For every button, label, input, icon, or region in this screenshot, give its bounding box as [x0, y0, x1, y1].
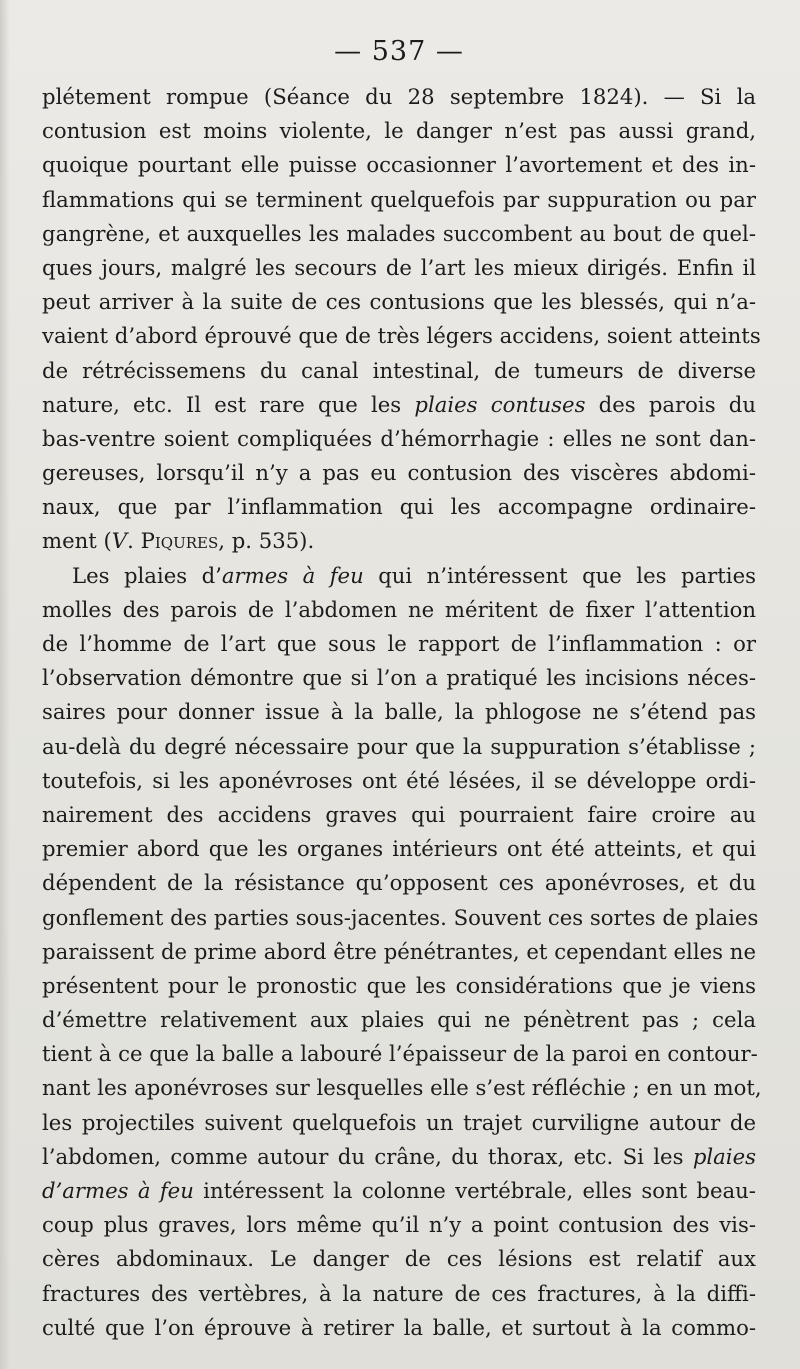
italic-text: armes à feu: [221, 562, 364, 588]
text-run: paraissent de prime abord être pénétrantes, et cependant elles ne: [42, 938, 756, 964]
text-line: [42, 1003, 756, 1037]
text-line: [42, 832, 756, 866]
text-run: gangrène, et auxquelles les malades succombent au bout de quel-: [42, 220, 756, 246]
text-run: ment (: [42, 528, 112, 554]
text-line: [42, 1242, 756, 1276]
text-line: [42, 593, 756, 627]
text-line: [42, 217, 756, 251]
text-run: au-delà du degré nécessaire pour que la suppuration s’établisse ;: [42, 733, 756, 759]
text-line: [42, 354, 756, 388]
text-run: l’abdomen, comme autour du crâne, du thorax, etc. Si les: [42, 1143, 693, 1169]
text-line: [42, 1106, 756, 1140]
text-run: de l’homme de l’art que sous le rapport de l’inflammation : or: [42, 631, 756, 656]
text-run: les projectiles suivent quelquefois un trajet curviligne autour de: [42, 1109, 756, 1135]
text-line: [42, 490, 756, 524]
text-run: gonflement des parties sous-jacentes. Souvent ces sortes de plaies: [42, 904, 759, 930]
text-run: des parois du: [585, 391, 756, 417]
text-run: ques jours, malgré les secours de l’art les mieux dirigés. Enfin il: [42, 254, 756, 280]
text-run: nairement des accidens graves qui pourraient faire croire au: [42, 801, 756, 827]
text-line: [42, 524, 756, 558]
text-run: naux, que par l’inflammation qui les accompagne ordinaire-: [42, 494, 756, 520]
text-line: [42, 695, 756, 729]
text-run: bas-ventre soient compliquées d’hémorrhagie : elles ne sont dan-: [42, 425, 756, 451]
text-run: plétement rompue (Séance du 28 septembre 1824). — Si la: [42, 84, 756, 109]
text-run: tient à ce que la balle a labouré l’épaisseur de la paroi en contour-: [42, 1041, 758, 1067]
text-run: gereuses, lorsqu’il n’y a pas eu contusion des viscères abdomi-: [42, 460, 756, 486]
text-run: nant les aponévroses sur lesquelles elle s’est réfléchie ; en un mot,: [42, 1075, 762, 1101]
text-line: [42, 661, 756, 695]
text-line: [42, 285, 756, 319]
text-line: [42, 1071, 762, 1105]
text-line: [42, 627, 756, 661]
text-run: cères abdominaux. Le danger de ces lésions est relatif aux: [42, 1246, 756, 1272]
text-run: l’observation démontre que si l’on a pratiqué les incisions néces-: [42, 665, 756, 691]
text-line: [42, 319, 761, 353]
text-line: [42, 251, 756, 285]
italic-text: V: [111, 528, 128, 554]
text-run: .: [127, 528, 141, 554]
text-run: d’émettre relativement aux plaies qui ne pénètrent pas ; cela: [42, 1007, 756, 1033]
text-line: [42, 456, 756, 490]
text-line: [42, 764, 756, 798]
text-line: [42, 422, 756, 456]
text-run: de rétrécissemens du canal intestinal, de tumeurs de diverse: [42, 357, 756, 383]
text-run: coup plus graves, lors même qu’il n’y a point contusion des vis-: [42, 1212, 756, 1238]
text-line: [42, 1037, 756, 1071]
text-line: [42, 935, 756, 969]
body-text: [42, 80, 762, 1345]
text-line: [42, 559, 756, 593]
text-line: [42, 1277, 756, 1311]
text-line: [42, 730, 756, 764]
text-line: [42, 901, 759, 935]
page-edge-shadow: [0, 0, 10, 1369]
text-run: peut arriver à la suite de ces contusions que les blessés, qui n’a-: [42, 289, 756, 315]
text-run: flammations qui se terminent quelquefois par suppuration ou par: [42, 186, 756, 212]
page-number: — 537 —: [334, 36, 464, 67]
text-line: [42, 798, 756, 832]
small-caps-text: Piqures: [140, 528, 219, 554]
text-run: vaient d’abord éprouvé que de très légers accidens, soient atteints: [42, 323, 761, 349]
text-run: culté que l’on éprouve à retirer la balle, et surtout à la commo-: [42, 1314, 756, 1340]
text-line: [42, 969, 756, 1003]
text-run: contusion est moins violente, le danger n’est pas aussi grand,: [42, 118, 756, 144]
text-run: premier abord que les organes intérieurs ont été atteints, et qui: [42, 836, 756, 862]
text-line: [42, 1208, 756, 1242]
text-run: quoique pourtant elle puisse occasionner l’avortement et des in-: [42, 152, 756, 178]
text-run: , p. 535).: [218, 528, 315, 554]
text-run: saires pour donner issue à la balle, la phlogose ne s’étend pas: [42, 699, 756, 725]
text-run: toutefois, si les aponévroses ont été lésées, il se développe ordi-: [42, 767, 756, 793]
text-run: fractures des vertèbres, à la nature de ces fractures, à la diffi-: [42, 1280, 756, 1306]
text-line: [42, 148, 756, 182]
text-line: [42, 1174, 756, 1208]
text-run: dépendent de la résistance qu’opposent ces aponévroses, et du: [42, 870, 756, 896]
text-run: molles des parois de l’abdomen ne méritent de fixer l’attention: [42, 596, 756, 622]
text-run: présentent pour le pronostic que les considérations que je viens: [42, 972, 756, 998]
text-line: [42, 114, 756, 148]
text-line: [42, 866, 756, 900]
text-line: [42, 80, 756, 114]
italic-text: d’armes à feu: [42, 1178, 194, 1203]
italic-text: plaies contuses: [414, 391, 586, 417]
text-line: [42, 1311, 756, 1345]
text-run: nature, etc. Il est rare que les: [42, 391, 415, 417]
italic-text: plaies: [692, 1143, 756, 1169]
text-run: Les plaies d’: [72, 562, 222, 588]
text-line: [42, 183, 756, 217]
text-line: [42, 1140, 756, 1174]
text-run: qui n’intéressent que les parties: [363, 562, 756, 588]
text-run: intéressent la colonne vertébrale, elles sont beau-: [193, 1178, 756, 1203]
text-line: [42, 388, 756, 422]
